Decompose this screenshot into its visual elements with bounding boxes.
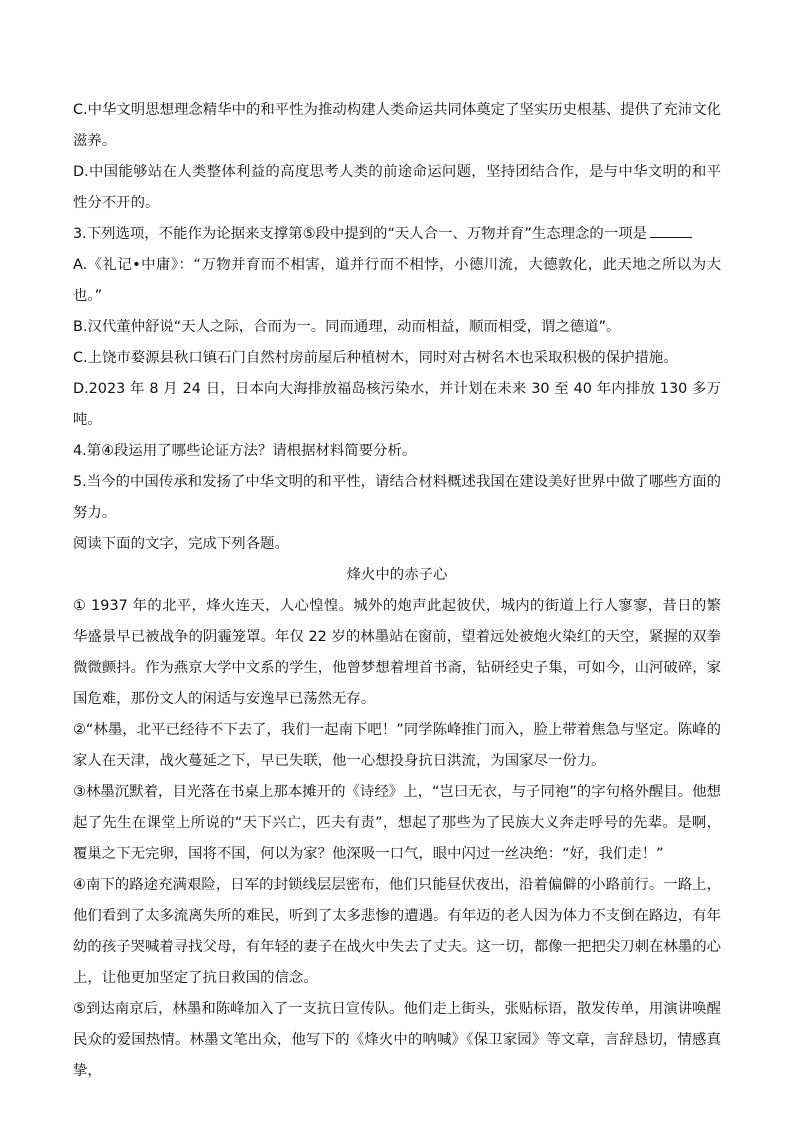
q3-option-b: B.汉代董仲舒说“天人之际，合而为一。同而通理，动而相益，顺而相受，谓之德道”。 <box>73 319 621 335</box>
story-title: 烽火中的赤子心 <box>346 567 448 583</box>
question-5: 5.当今的中国传承和发扬了中华文明的和平性，请结合材料概述我国在建设美好世界中做了哪些方面的努力。 <box>73 474 721 521</box>
q3-option-d: D.2023 年 8 月 24 日，日本向大海排放福岛核污染水，并计划在未来 30 至 40 年内排放 130 多万吨。 <box>73 381 721 428</box>
answer-blank <box>650 223 692 238</box>
document-page <box>73 95 721 1087</box>
story-paragraph-1: ① 1937 年的北平，烽火连天，人心惶惶。城外的炮声此起彼伏，城内的街道上行人寥寥，昔日的繁华盛景早已被战争的阴霾笼罩。年仅 22 岁的林墨站在窗前，望着远处被炮火染红的天空，紧握的双拳微微颤抖。作为燕京大学中文系的学生，他曾梦想着埋首书斋，钻研经史子集，可如今，山河破碎，家国危难，那份文人的闲适与安逸早已荡然无存。 <box>73 598 721 707</box>
reading-instruction: 阅读下面的文字，完成下列各题。 <box>73 536 289 552</box>
story-paragraph-3: ③林墨沉默着，目光落在书桌上那本摊开的《诗经》上，“岂曰无衣，与子同袍”的字句格外醒目。他想起了先生在课堂上所说的“天下兴亡，匹夫有责”，想起了那些为了民族大义奔走呼号的先辈。是啊，覆巢之下无完卵，国将不国，何以为家？他深吸一口气，眼中闪过一丝决绝：“好，我们走！” <box>73 784 721 862</box>
question-4: 4.第④段运用了哪些论证方法？请根据材料简要分析。 <box>73 443 417 459</box>
question-3-text: 3.下列选项，不能作为论据来支撑第⑤段中提到的“天人合一、万物并育”生态理念的一项是 <box>73 226 647 242</box>
story-paragraph-4: ④南下的路途充满艰险，日军的封锁线层层密布，他们只能昼伏夜出，沿着偏僻的小路前行。一路上，他们看到了太多流离失所的难民，听到了太多悲惨的遭遇。有年迈的老人因为体力不支倒在路边，有年幼的孩子哭喊着寻找父母，有年轻的妻子在战火中失去了丈夫。这一切，都像一把把尖刀刺在林墨的心上，让他更加坚定了抗日救国的信念。 <box>73 877 721 986</box>
q3-option-a: A.《礼记•中庸》：“万物并育而不相害，道并行而不相悖，小德川流，大德敦化，此天地之所以为大也。” <box>73 257 721 304</box>
q3-option-c: C.上饶市婺源县秋口镇石门自然村房前屋后种植树木，同时对古树名木也采取积极的保护措施。 <box>73 350 678 366</box>
story-paragraph-5: ⑤到达南京后，林墨和陈峰加入了一支抗日宣传队。他们走上街头，张贴标语，散发传单，用演讲唤醒民众的爱国热情。林墨文笔出众，他写下的《烽火中的呐喊》《保卫家园》等文章，言辞恳切，情感真挚， <box>73 1001 721 1079</box>
question-3 <box>73 219 721 250</box>
option-c-text: C.中华文明思想理念精华中的和平性为推动构建人类命运共同体奠定了坚实历史根基、提供了充沛文化滋养。 <box>73 102 721 149</box>
story-paragraph-2: ②“林墨，北平已经待不下去了，我们一起南下吧！”同学陈峰推门而入，脸上带着焦急与坚定。陈峰的家人在天津，战火蔓延之下，早已失联，他一心想投身抗日洪流，为国家尽一份力。 <box>73 722 721 769</box>
option-d-text: D.中国能够站在人类整体利益的高度思考人类的前途命运问题，坚持团结合作，是与中华文明的和平性分不开的。 <box>73 164 721 211</box>
